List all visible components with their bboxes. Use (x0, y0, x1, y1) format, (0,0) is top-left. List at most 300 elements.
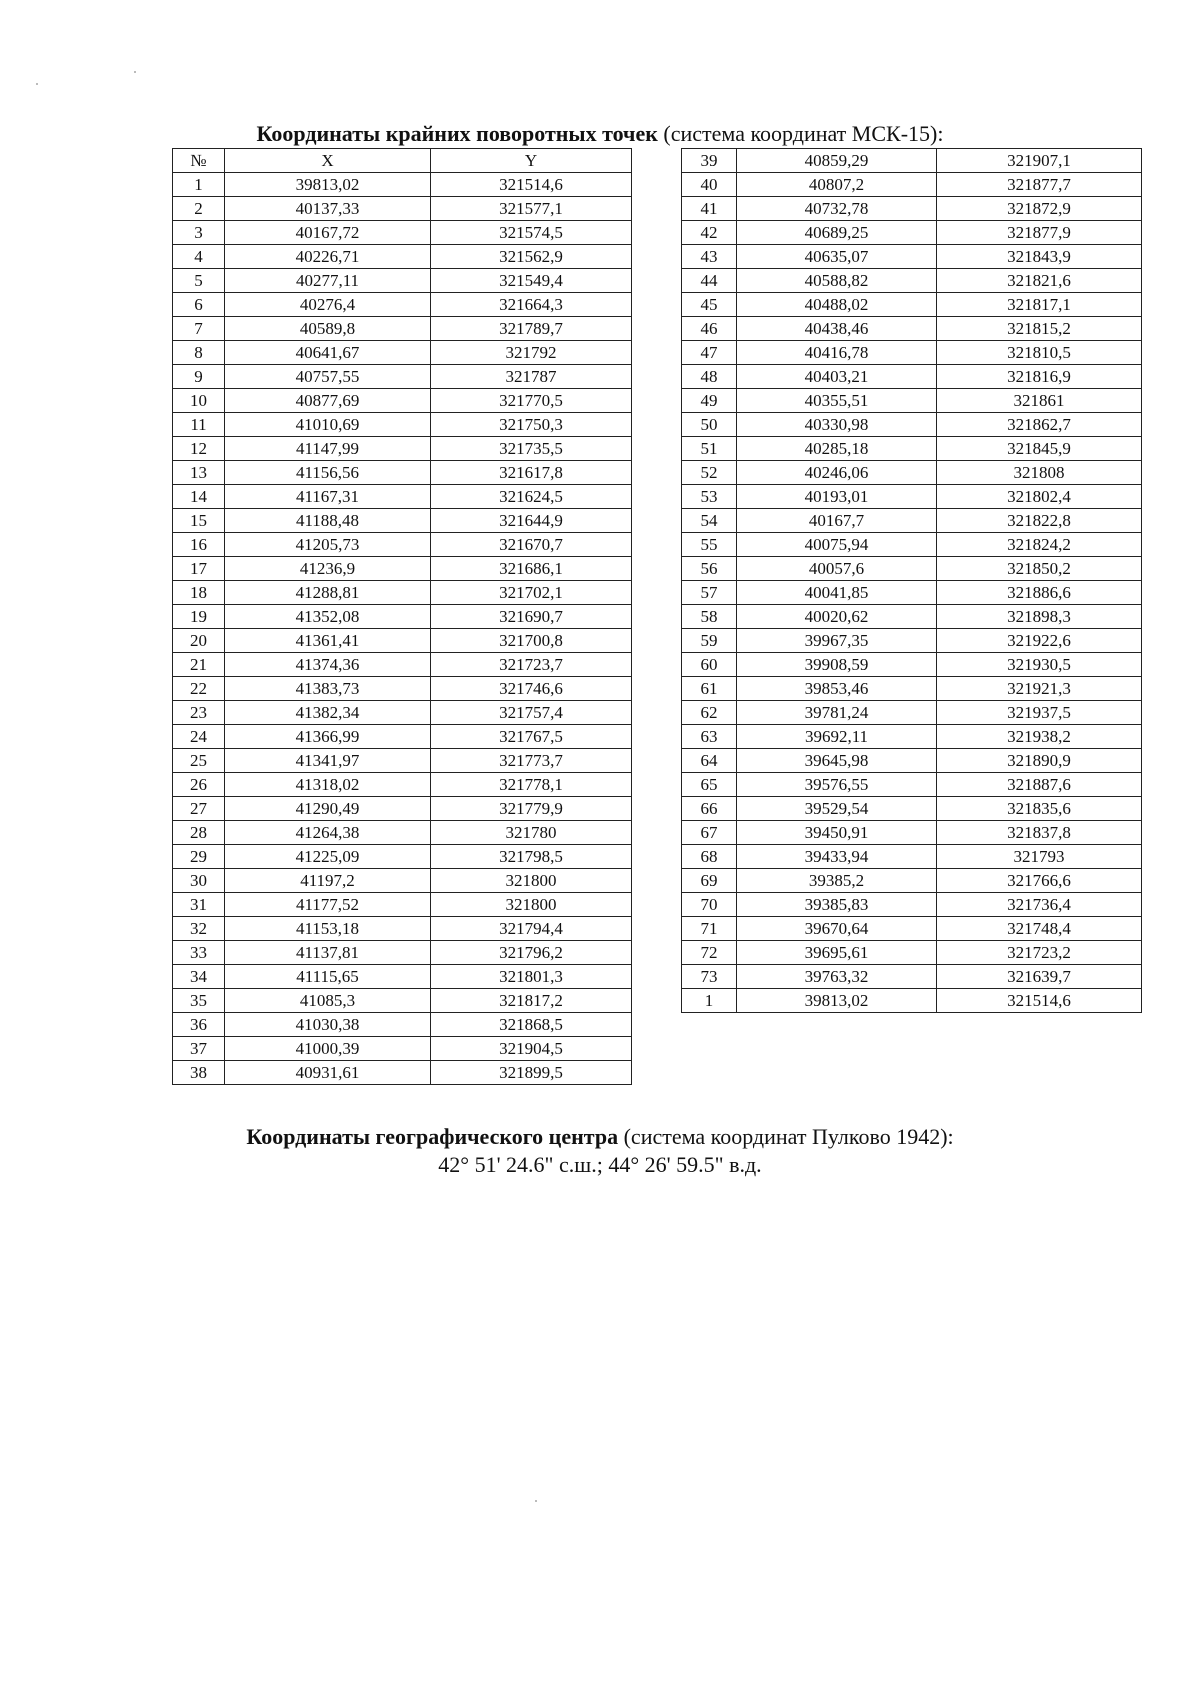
point-number: 19 (173, 605, 225, 629)
x-value: 40075,94 (737, 533, 937, 557)
x-value: 41156,56 (225, 461, 431, 485)
table-row (682, 725, 1142, 749)
y-value: 321937,5 (937, 701, 1142, 725)
x-value: 40757,55 (225, 365, 431, 389)
table-row (682, 917, 1142, 941)
table-row (173, 653, 632, 677)
table-row (682, 365, 1142, 389)
y-value: 321514,6 (431, 173, 632, 197)
y-value: 321801,3 (431, 965, 632, 989)
x-value: 41290,49 (225, 797, 431, 821)
point-number: 53 (682, 485, 737, 509)
x-value: 40226,71 (225, 245, 431, 269)
table-row (682, 845, 1142, 869)
table-row (682, 869, 1142, 893)
x-value: 41147,99 (225, 437, 431, 461)
point-number: 70 (682, 893, 737, 917)
table-row (173, 773, 632, 797)
x-value: 41225,09 (225, 845, 431, 869)
x-value: 39576,55 (737, 773, 937, 797)
table-row (682, 413, 1142, 437)
y-value: 321723,7 (431, 653, 632, 677)
x-value: 39433,94 (737, 845, 937, 869)
table-heading (0, 121, 1200, 147)
y-value: 321690,7 (431, 605, 632, 629)
x-value: 41264,38 (225, 821, 431, 845)
y-value: 321574,5 (431, 221, 632, 245)
y-value: 321700,8 (431, 629, 632, 653)
x-value: 41030,38 (225, 1013, 431, 1037)
x-value: 40641,67 (225, 341, 431, 365)
scan-speck (134, 71, 136, 73)
x-value: 41010,69 (225, 413, 431, 437)
point-number: 22 (173, 677, 225, 701)
header-y: Y (431, 149, 632, 173)
point-number: 4 (173, 245, 225, 269)
table-row (682, 581, 1142, 605)
x-value: 39781,24 (737, 701, 937, 725)
point-number: 17 (173, 557, 225, 581)
coordinates-table-right-body (682, 149, 1142, 1013)
y-value: 321817,1 (937, 293, 1142, 317)
table-row (173, 965, 632, 989)
point-number: 31 (173, 893, 225, 917)
x-value: 39853,46 (737, 677, 937, 701)
point-number: 2 (173, 197, 225, 221)
y-value: 321686,1 (431, 557, 632, 581)
table-row (173, 341, 632, 365)
point-number: 61 (682, 677, 737, 701)
y-value: 321794,4 (431, 917, 632, 941)
x-value: 41197,2 (225, 869, 431, 893)
x-value: 39670,64 (737, 917, 937, 941)
x-value: 41382,34 (225, 701, 431, 725)
x-value: 41167,31 (225, 485, 431, 509)
y-value: 321639,7 (937, 965, 1142, 989)
table-row (682, 533, 1142, 557)
y-value: 321778,1 (431, 773, 632, 797)
table-row (173, 461, 632, 485)
table-row (173, 221, 632, 245)
table-row (682, 941, 1142, 965)
table-row (173, 725, 632, 749)
point-number: 47 (682, 341, 737, 365)
x-value: 40732,78 (737, 197, 937, 221)
y-value: 321845,9 (937, 437, 1142, 461)
x-value: 40589,8 (225, 317, 431, 341)
x-value: 41085,3 (225, 989, 431, 1013)
y-value: 321664,3 (431, 293, 632, 317)
table-row (173, 1013, 632, 1037)
x-value: 41361,41 (225, 629, 431, 653)
table-row (682, 629, 1142, 653)
table-row (682, 749, 1142, 773)
point-number: 16 (173, 533, 225, 557)
y-value: 321887,6 (937, 773, 1142, 797)
table-row (682, 485, 1142, 509)
y-value: 321562,9 (431, 245, 632, 269)
y-value: 321890,9 (937, 749, 1142, 773)
table-row (173, 605, 632, 629)
y-value: 321930,5 (937, 653, 1142, 677)
point-number: 23 (173, 701, 225, 725)
point-number: 20 (173, 629, 225, 653)
table-row (682, 605, 1142, 629)
point-number: 26 (173, 773, 225, 797)
x-value: 39695,61 (737, 941, 937, 965)
table-row (682, 173, 1142, 197)
y-value: 321837,8 (937, 821, 1142, 845)
point-number: 18 (173, 581, 225, 605)
table-row (173, 1061, 632, 1085)
point-number: 52 (682, 461, 737, 485)
point-number: 67 (682, 821, 737, 845)
y-value: 321793 (937, 845, 1142, 869)
y-value: 321907,1 (937, 149, 1142, 173)
coordinates-table-right (681, 148, 1142, 1013)
y-value: 321789,7 (431, 317, 632, 341)
x-value: 40041,85 (737, 581, 937, 605)
point-number: 65 (682, 773, 737, 797)
x-value: 39967,35 (737, 629, 937, 653)
x-value: 39763,32 (737, 965, 937, 989)
x-value: 40588,82 (737, 269, 937, 293)
point-number: 63 (682, 725, 737, 749)
table-row (682, 989, 1142, 1013)
x-value: 39529,54 (737, 797, 937, 821)
header-number: № (173, 149, 225, 173)
y-value: 321577,1 (431, 197, 632, 221)
x-value: 40355,51 (737, 389, 937, 413)
point-number: 37 (173, 1037, 225, 1061)
y-value: 321800 (431, 869, 632, 893)
table-row (682, 389, 1142, 413)
y-value: 321898,3 (937, 605, 1142, 629)
point-number: 49 (682, 389, 737, 413)
point-number: 55 (682, 533, 737, 557)
center-heading-normal: (система координат Пулково 1942): (618, 1124, 954, 1149)
point-number: 8 (173, 341, 225, 365)
scan-speck (535, 1500, 537, 1502)
table-row (682, 269, 1142, 293)
point-number: 25 (173, 749, 225, 773)
table-row (173, 581, 632, 605)
y-value: 321886,6 (937, 581, 1142, 605)
y-value: 321817,2 (431, 989, 632, 1013)
x-value: 41177,52 (225, 893, 431, 917)
table-row (173, 557, 632, 581)
table-row (682, 677, 1142, 701)
table-row (682, 797, 1142, 821)
point-number: 10 (173, 389, 225, 413)
point-number: 28 (173, 821, 225, 845)
center-heading-bold: Координаты географического центра (246, 1124, 619, 1149)
table-heading-normal: (система координат МСК-15): (657, 121, 944, 146)
x-value: 41341,97 (225, 749, 431, 773)
y-value: 321899,5 (431, 1061, 632, 1085)
y-value: 321802,4 (937, 485, 1142, 509)
y-value: 321796,2 (431, 941, 632, 965)
point-number: 54 (682, 509, 737, 533)
y-value: 321766,6 (937, 869, 1142, 893)
y-value: 321757,4 (431, 701, 632, 725)
table-row (682, 437, 1142, 461)
y-value: 321773,7 (431, 749, 632, 773)
y-value: 321877,9 (937, 221, 1142, 245)
table-row (173, 821, 632, 845)
table-row (173, 677, 632, 701)
x-value: 40416,78 (737, 341, 937, 365)
table-row (173, 389, 632, 413)
x-value: 39645,98 (737, 749, 937, 773)
point-number: 21 (173, 653, 225, 677)
y-value: 321815,2 (937, 317, 1142, 341)
y-value: 321850,2 (937, 557, 1142, 581)
x-value: 39692,11 (737, 725, 937, 749)
y-value: 321808 (937, 461, 1142, 485)
table-row (682, 221, 1142, 245)
y-value: 321723,2 (937, 941, 1142, 965)
point-number: 30 (173, 869, 225, 893)
x-value: 40057,6 (737, 557, 937, 581)
y-value: 321798,5 (431, 845, 632, 869)
table-row (682, 773, 1142, 797)
point-number: 12 (173, 437, 225, 461)
point-number: 43 (682, 245, 737, 269)
y-value: 321736,4 (937, 893, 1142, 917)
y-value: 321861 (937, 389, 1142, 413)
coordinates-table-left-body (173, 149, 632, 1085)
point-number: 73 (682, 965, 737, 989)
point-number: 13 (173, 461, 225, 485)
x-value: 41188,48 (225, 509, 431, 533)
table-row (682, 509, 1142, 533)
point-number: 40 (682, 173, 737, 197)
table-row (173, 317, 632, 341)
table-row (682, 893, 1142, 917)
point-number: 5 (173, 269, 225, 293)
y-value: 321862,7 (937, 413, 1142, 437)
table-row (173, 173, 632, 197)
x-value: 41288,81 (225, 581, 431, 605)
point-number: 58 (682, 605, 737, 629)
x-value: 41366,99 (225, 725, 431, 749)
table-row (682, 293, 1142, 317)
y-value: 321821,6 (937, 269, 1142, 293)
point-number: 38 (173, 1061, 225, 1085)
x-value: 40877,69 (225, 389, 431, 413)
point-number: 62 (682, 701, 737, 725)
y-value: 321748,4 (937, 917, 1142, 941)
point-number: 6 (173, 293, 225, 317)
y-value: 321938,2 (937, 725, 1142, 749)
table-row (682, 341, 1142, 365)
point-number: 56 (682, 557, 737, 581)
y-value: 321746,6 (431, 677, 632, 701)
y-value: 321767,5 (431, 725, 632, 749)
x-value: 41000,39 (225, 1037, 431, 1061)
table-row (173, 269, 632, 293)
table-row (682, 653, 1142, 677)
point-number: 36 (173, 1013, 225, 1037)
x-value: 41205,73 (225, 533, 431, 557)
table-row (173, 989, 632, 1013)
point-number: 72 (682, 941, 737, 965)
point-number: 42 (682, 221, 737, 245)
table-row (173, 413, 632, 437)
x-value: 39385,2 (737, 869, 937, 893)
table-row (173, 893, 632, 917)
y-value: 321735,5 (431, 437, 632, 461)
y-value: 321835,6 (937, 797, 1142, 821)
x-value: 41352,08 (225, 605, 431, 629)
x-value: 41236,9 (225, 557, 431, 581)
y-value: 321787 (431, 365, 632, 389)
table-row (173, 629, 632, 653)
point-number: 68 (682, 845, 737, 869)
point-number: 44 (682, 269, 737, 293)
point-number: 9 (173, 365, 225, 389)
x-value: 41374,36 (225, 653, 431, 677)
y-value: 321549,4 (431, 269, 632, 293)
coordinates-table-left (172, 148, 632, 1085)
table-row (173, 293, 632, 317)
table-row (682, 557, 1142, 581)
table-row (682, 461, 1142, 485)
x-value: 41137,81 (225, 941, 431, 965)
x-value: 40193,01 (737, 485, 937, 509)
y-value: 321904,5 (431, 1037, 632, 1061)
header-x: X (225, 149, 431, 173)
y-value: 321780 (431, 821, 632, 845)
table-row (173, 365, 632, 389)
x-value: 40403,21 (737, 365, 937, 389)
point-number: 24 (173, 725, 225, 749)
y-value: 321877,7 (937, 173, 1142, 197)
y-value: 321770,5 (431, 389, 632, 413)
scan-speck (36, 83, 38, 85)
point-number: 32 (173, 917, 225, 941)
y-value: 321868,5 (431, 1013, 632, 1037)
x-value: 39813,02 (225, 173, 431, 197)
point-number: 1 (173, 173, 225, 197)
table-row (173, 485, 632, 509)
x-value: 40137,33 (225, 197, 431, 221)
y-value: 321750,3 (431, 413, 632, 437)
table-row (682, 197, 1142, 221)
x-value: 40276,4 (225, 293, 431, 317)
x-value: 40167,72 (225, 221, 431, 245)
x-value: 41383,73 (225, 677, 431, 701)
table-row (682, 701, 1142, 725)
y-value: 321921,3 (937, 677, 1142, 701)
table-row (173, 509, 632, 533)
point-number: 3 (173, 221, 225, 245)
table-row (173, 917, 632, 941)
table-row (173, 869, 632, 893)
point-number: 46 (682, 317, 737, 341)
point-number: 45 (682, 293, 737, 317)
table-row (682, 821, 1142, 845)
table-row (173, 245, 632, 269)
x-value: 39450,91 (737, 821, 937, 845)
point-number: 15 (173, 509, 225, 533)
x-value: 40807,2 (737, 173, 937, 197)
y-value: 321617,8 (431, 461, 632, 485)
point-number: 39 (682, 149, 737, 173)
x-value: 40285,18 (737, 437, 937, 461)
x-value: 41115,65 (225, 965, 431, 989)
point-number: 27 (173, 797, 225, 821)
table-row (682, 149, 1142, 173)
point-number: 71 (682, 917, 737, 941)
point-number: 1 (682, 989, 737, 1013)
x-value: 40635,07 (737, 245, 937, 269)
y-value: 321624,5 (431, 485, 632, 509)
table-row (173, 845, 632, 869)
point-number: 33 (173, 941, 225, 965)
table-row (682, 965, 1142, 989)
table-row (173, 197, 632, 221)
table-row (173, 797, 632, 821)
y-value: 321872,9 (937, 197, 1142, 221)
y-value: 321800 (431, 893, 632, 917)
table-header-row (173, 149, 632, 173)
point-number: 66 (682, 797, 737, 821)
y-value: 321670,7 (431, 533, 632, 557)
y-value: 321514,6 (937, 989, 1142, 1013)
table-row (173, 533, 632, 557)
y-value: 321822,8 (937, 509, 1142, 533)
y-value: 321779,9 (431, 797, 632, 821)
x-value: 40931,61 (225, 1061, 431, 1085)
x-value: 40689,25 (737, 221, 937, 245)
y-value: 321702,1 (431, 581, 632, 605)
x-value: 40167,7 (737, 509, 937, 533)
y-value: 321644,9 (431, 509, 632, 533)
y-value: 321792 (431, 341, 632, 365)
point-number: 69 (682, 869, 737, 893)
x-value: 41318,02 (225, 773, 431, 797)
y-value: 321810,5 (937, 341, 1142, 365)
center-heading (0, 1124, 1200, 1150)
table-row (173, 701, 632, 725)
x-value: 40246,06 (737, 461, 937, 485)
center-coordinates: 42° 51' 24.6" с.ш.; 44° 26' 59.5" в.д. (438, 1152, 762, 1177)
x-value: 40859,29 (737, 149, 937, 173)
point-number: 57 (682, 581, 737, 605)
table-row (173, 437, 632, 461)
table-row (173, 749, 632, 773)
x-value: 40277,11 (225, 269, 431, 293)
point-number: 29 (173, 845, 225, 869)
x-value: 40488,02 (737, 293, 937, 317)
point-number: 48 (682, 365, 737, 389)
point-number: 11 (173, 413, 225, 437)
table-row (173, 941, 632, 965)
table-row (682, 245, 1142, 269)
point-number: 60 (682, 653, 737, 677)
x-value: 39385,83 (737, 893, 937, 917)
point-number: 35 (173, 989, 225, 1013)
table-row (682, 317, 1142, 341)
point-number: 64 (682, 749, 737, 773)
point-number: 7 (173, 317, 225, 341)
y-value: 321843,9 (937, 245, 1142, 269)
point-number: 41 (682, 197, 737, 221)
table-heading-bold: Координаты крайних поворотных точек (256, 121, 658, 146)
x-value: 40330,98 (737, 413, 937, 437)
